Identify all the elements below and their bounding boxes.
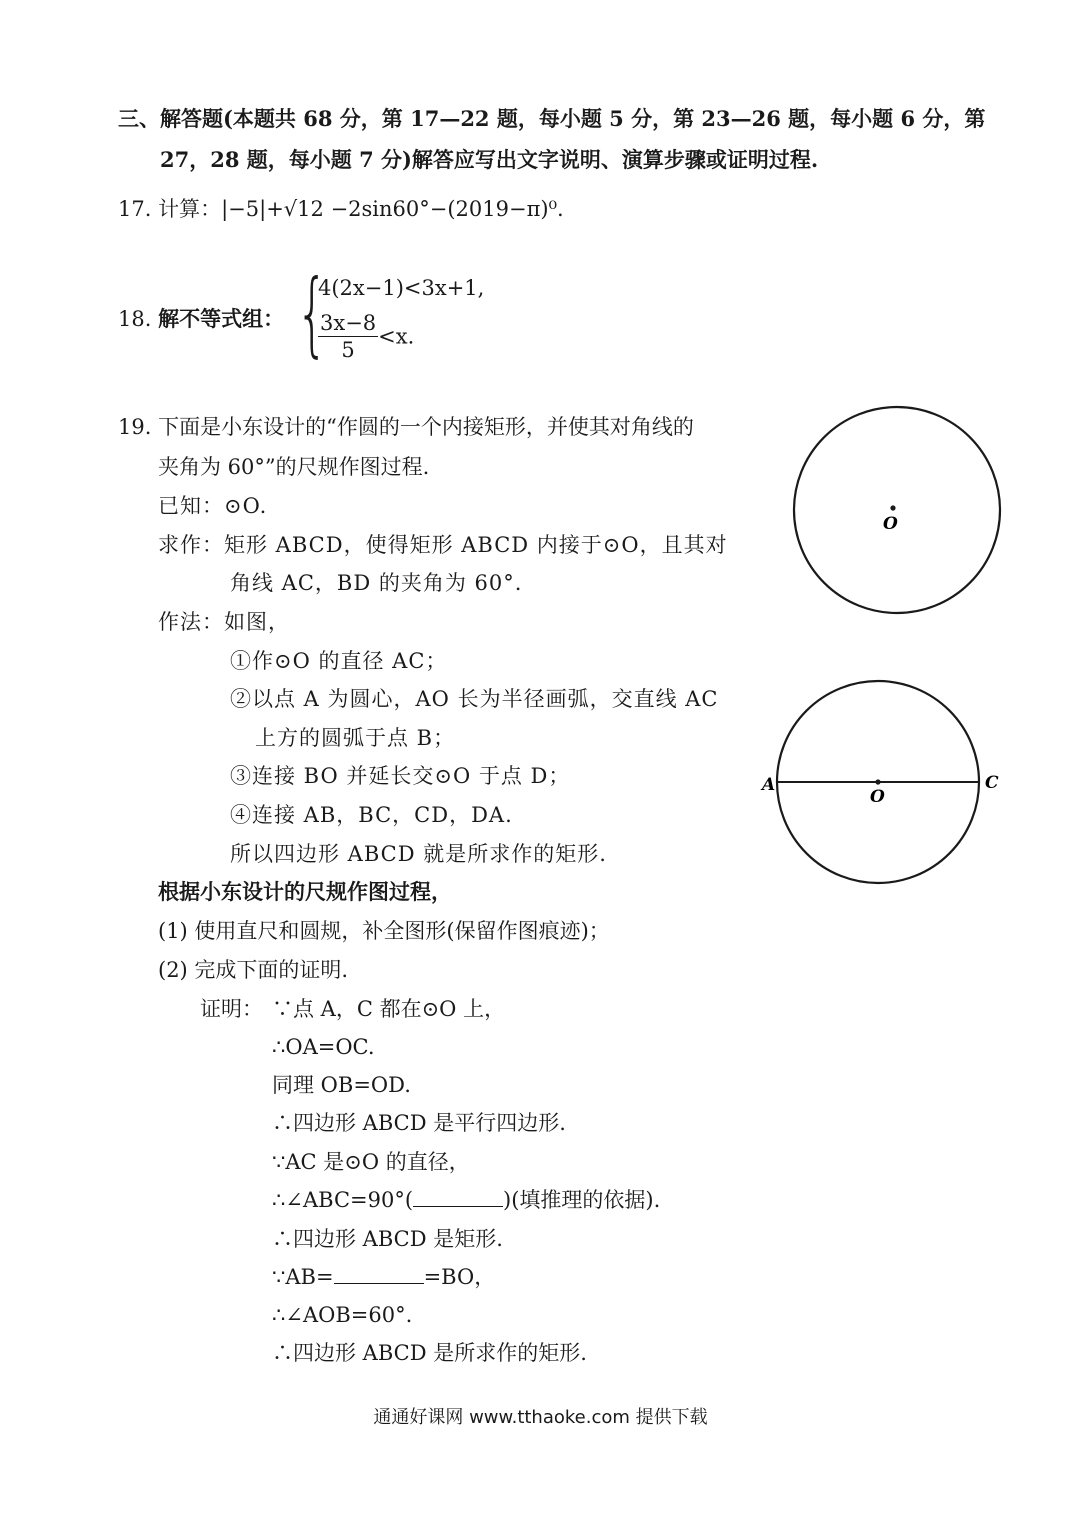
q18-fraction bbox=[318, 310, 378, 363]
q18-number: 18. bbox=[118, 307, 152, 331]
proof-line-8-head: ∵AB= bbox=[272, 1265, 334, 1289]
q19-part1: (1) 使用直尺和圆规，补全图形(保留作图痕迹)； bbox=[158, 919, 610, 943]
proof-line-6-tail: )(填推理的依据). bbox=[503, 1188, 661, 1212]
q17-text: 计算：|−5|+√12 −2sin60°−(2019−π)⁰. bbox=[158, 197, 564, 221]
proof-line-6-head: ∴∠ABC=90°( bbox=[272, 1188, 414, 1212]
proof-label: 证明： bbox=[200, 997, 263, 1021]
figure-diameter-ac bbox=[760, 678, 1005, 888]
point-label-o: O bbox=[870, 787, 885, 807]
point-label-a: A bbox=[762, 775, 776, 795]
proof-line-10: ∴四边形 ABCD 是所求作的矩形. bbox=[272, 1341, 587, 1365]
proof-line-3: 同理 OB=OD. bbox=[272, 1073, 411, 1097]
proof-line-6 bbox=[272, 1186, 660, 1214]
q19-step4: ④连接 AB，BC，CD，DA. bbox=[230, 803, 513, 827]
q19-method: 作法：如图， bbox=[158, 610, 290, 634]
q18-inequality-1: 4(2x−1)<3x+1, bbox=[318, 276, 485, 300]
footer-source: 通通好课网 www.tthaoke.com 提供下载 bbox=[373, 1407, 708, 1428]
q18-inequality-2 bbox=[318, 310, 414, 363]
q19-step2-line2: 上方的圆弧于点 B； bbox=[255, 726, 456, 750]
q18-fraction-numerator: 3x−8 bbox=[320, 311, 377, 335]
proof-line-1: ∵点 A，C 都在⊙O 上， bbox=[272, 997, 506, 1021]
proof-line-4: ∴四边形 ABCD 是平行四边形. bbox=[272, 1111, 566, 1135]
proof-line-7: ∴四边形 ABCD 是矩形. bbox=[272, 1227, 503, 1251]
q18-label: 解不等式组： bbox=[158, 306, 285, 331]
center-point bbox=[890, 505, 895, 510]
q19-part2: (2) 完成下面的证明. bbox=[158, 958, 349, 982]
q19-require-line1: 求作：矩形 ABCD，使得矩形 ABCD 内接于⊙O，且其对 bbox=[158, 533, 728, 557]
q18-label-line bbox=[118, 305, 284, 333]
q17-number: 17. bbox=[118, 197, 152, 221]
section-title-line1: 三、解答题(本题共 68 分，第 17—22 题，每小题 5 分，第 23—26 题，每小题 6 分，第 bbox=[118, 106, 986, 131]
q19-require-line2: 角线 AC，BD 的夹角为 60°. bbox=[230, 571, 523, 595]
figure-circle-o bbox=[785, 400, 1010, 620]
center-point-2 bbox=[875, 779, 880, 784]
q19-number: 19. bbox=[118, 415, 152, 439]
q19-step3: ③连接 BO 并延长交⊙O 于点 D； bbox=[230, 764, 571, 788]
q19-known: 已知：⊙O. bbox=[158, 494, 268, 518]
proof-line-8 bbox=[272, 1263, 495, 1291]
ab-equals-blank[interactable] bbox=[334, 1263, 424, 1284]
center-label-o: O bbox=[883, 514, 898, 534]
proof-line-2: ∴OA=OC. bbox=[272, 1035, 375, 1059]
reasoning-blank[interactable] bbox=[413, 1186, 503, 1207]
circle-outline bbox=[794, 407, 1000, 613]
q19-according: 根据小东设计的尺规作图过程， bbox=[158, 879, 452, 904]
q19-conclusion: 所以四边形 ABCD 就是所求作的矩形. bbox=[230, 842, 607, 866]
point-label-c: C bbox=[985, 773, 999, 793]
q18-inequality-2-tail: <x. bbox=[378, 324, 415, 349]
proof-line-8-tail: =BO， bbox=[423, 1265, 496, 1289]
left-brace: { bbox=[296, 260, 329, 367]
proof-line-9: ∴∠AOB=60°. bbox=[272, 1303, 413, 1327]
section-title-line2: 27，28 题，每小题 7 分)解答应写出文字说明、演算步骤或证明过程. bbox=[160, 147, 819, 172]
q19-intro-line1 bbox=[118, 413, 694, 441]
proof-line-5: ∵AC 是⊙O 的直径， bbox=[272, 1150, 470, 1174]
q19-step2-line1: ②以点 A 为圆心，AO 长为半径画弧，交直线 AC bbox=[230, 687, 719, 711]
q19-intro-text1: 下面是小东设计的“作圆的一个内接矩形，并使其对角线的 bbox=[158, 415, 694, 439]
q17 bbox=[118, 195, 564, 223]
q18-fraction-denominator: 5 bbox=[341, 338, 355, 362]
q19-intro-line2: 夹角为 60°”的尺规作图过程. bbox=[158, 455, 430, 479]
q19-step1: ①作⊙O 的直径 AC； bbox=[230, 649, 448, 673]
